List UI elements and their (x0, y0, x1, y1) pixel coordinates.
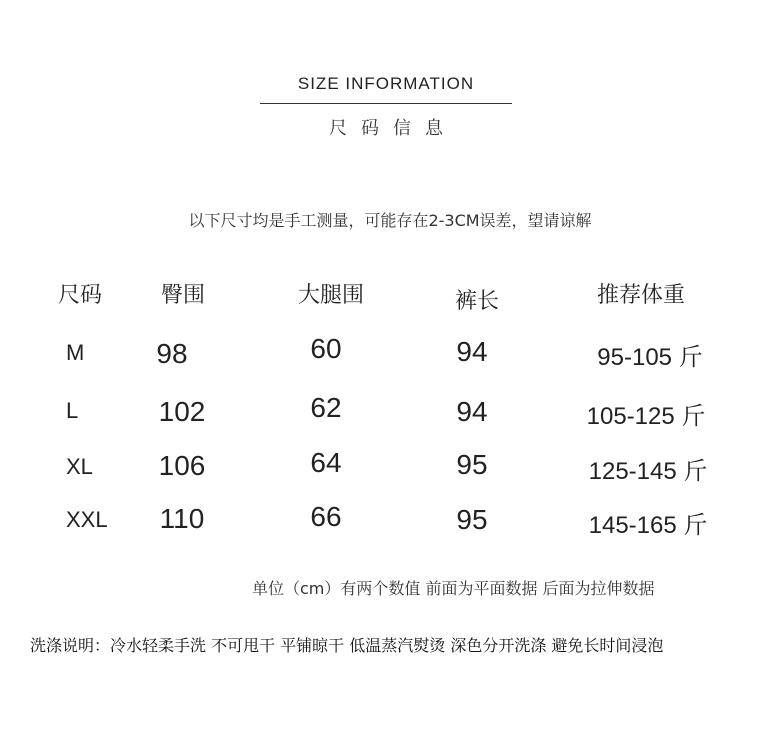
table-cell-thigh: 60 (310, 333, 342, 364)
table-cell-size: M (66, 340, 85, 365)
heading-divider (260, 103, 512, 104)
table-cell-hip: 102 (158, 396, 206, 427)
table-cell-weight: 145-165 斤 (588, 512, 708, 539)
table-cell-length: 94 (456, 396, 488, 427)
table-cell-thigh: 64 (310, 447, 342, 478)
table-cell-length: 95 (456, 449, 488, 480)
column-header-size: 尺码 (57, 283, 103, 308)
size-info-subheading: 尺码信息 (329, 118, 457, 139)
table-cell-thigh: 62 (310, 392, 342, 423)
column-header-hip: 臀围 (160, 283, 206, 308)
table-cell-weight: 105-125 斤 (586, 403, 706, 430)
unit-note: 单位（cm）有两个数值 前面为平面数据 后面为拉伸数据 (252, 579, 655, 598)
column-header-length: 裤长 (454, 289, 500, 314)
table-cell-hip: 98 (156, 338, 188, 369)
column-header-weight: 推荐体重 (596, 283, 686, 308)
table-cell-size: L (66, 398, 79, 423)
table-cell-weight: 95-105 斤 (597, 344, 703, 371)
table-cell-hip: 106 (158, 450, 206, 481)
table-cell-weight: 125-145 斤 (588, 458, 708, 485)
table-cell-size: XL (66, 454, 93, 479)
table-cell-length: 94 (456, 336, 488, 367)
size-info-heading: SIZE INFORMATION (297, 74, 475, 93)
table-cell-thigh: 66 (310, 501, 342, 532)
table-cell-hip: 110 (159, 503, 205, 534)
care-instructions: 洗涤说明：冷水轻柔手洗 不可甩干 平铺晾干 低温蒸汽熨烫 深色分开洗涤 避免长时间浸泡 (30, 636, 664, 655)
measurement-note: 以下尺寸均是手工测量，可能存在2-3CM误差，望请谅解 (188, 211, 592, 230)
column-header-thigh: 大腿围 (297, 283, 365, 308)
table-cell-length: 95 (456, 504, 488, 535)
table-cell-size: XXL (66, 507, 108, 532)
